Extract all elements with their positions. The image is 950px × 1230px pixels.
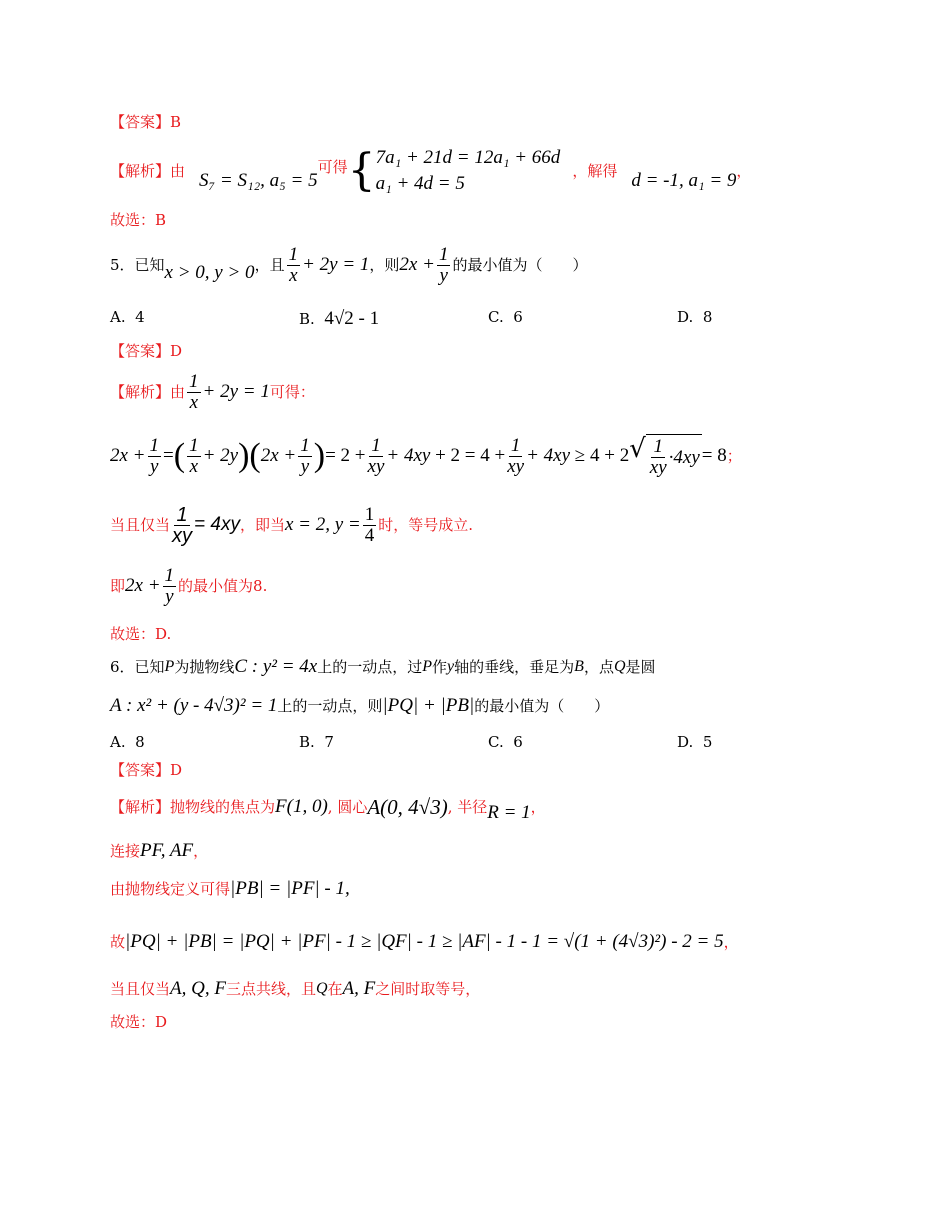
q4-condition: S₇ = S₁₂, a₅ = 5 <box>199 170 318 191</box>
punct: ； <box>726 447 742 465</box>
q4-answer: 【答案】B <box>110 113 182 131</box>
q6-option-d: D. 5 <box>677 733 713 751</box>
q4-equation-system: { 7a₁ + 21d = 12a₁ + 66d a₁ + 4d = 5 <box>347 145 561 196</box>
q6-answer: 【答案】D <box>110 761 183 779</box>
q5-option-c: C. 6 <box>488 308 523 326</box>
q6-analysis-3: 由抛物线定义可得 |PB| = |PF| - 1, <box>110 878 350 899</box>
q6-stem-line-1: 6．已知 P 为抛物线 C : y² = 4x 上的一动点，过 P 作 y 轴的垂线，垂足为 B ，点 Q 是圆 <box>110 656 656 677</box>
text-kede: 可得： <box>269 383 315 401</box>
q6-analysis-1: 【解析】 抛物线的焦点为 F(1, 0) , 圆心 A(0, 4√3) , 半径 R = 1 ， <box>110 795 546 823</box>
q5-equality-condition: 当且仅当 $\frac{1}{xy}$ = 4xy ，即当 x = 2, y = $\frac{1}{4}$ 时，等号成立. <box>110 503 474 547</box>
q6-choose: 故选：D <box>110 1013 168 1031</box>
q5-condition: x > 0, y > 0 <box>164 262 255 283</box>
q5-analysis-line: 【解析】 由 $\frac{1}{x}$ + 2y = 1 可得： <box>110 370 315 413</box>
system-row-2: a₁ + 4d = 5 <box>375 173 465 194</box>
q6-stem-line-2: A : x² + (y - 4√3)² = 1 上的一动点，则 |PQ| + |PB| 的最小值为（ ） <box>110 695 610 716</box>
text-when: 当且仅当 <box>110 516 171 534</box>
q5-main-inequality: 2x + $\frac{1}{y}$ = ( $\frac{1}{x}$ + 2y )( 2x + $\frac{1}{y}$ ) = 2 + $\frac{1}{xy}$ + 4xy + 2 = 4 + $\frac{1}{xy}$ + 4xy ≥ 4 + 2 √ $\frac{1}{xy}$ ·4xy = 8 ； <box>110 434 742 478</box>
q6-analysis-5: 当且仅当 A, Q, F 三点共线，且 Q 在 A, F 之间时取等号， <box>110 978 481 999</box>
analysis-label: 【解析】 <box>110 798 171 816</box>
analysis-label: 【解析】 <box>110 383 171 401</box>
q5-option-b: B. 4√2 - 1 <box>299 308 380 329</box>
q5-target-prefix: 2x + <box>399 254 435 275</box>
q5-stem <box>110 240 587 290</box>
text-qie: ，且 <box>254 256 285 274</box>
q6-analysis-2: 连接 PF, AF ， <box>110 840 209 861</box>
q5-min-line: 即 2x + $\frac{1}{y}$ 的最小值为8. <box>110 564 268 607</box>
circle-equation: A : x² + (y - 4√3)² = 1 <box>110 695 278 716</box>
target-expression: |PQ| + |PB| <box>382 695 475 716</box>
text-kede: 可得 <box>317 158 348 176</box>
frac-1-over-y: $\frac{1}{y}$ <box>438 243 449 286</box>
parabola-equation: C : y² = 4x <box>234 656 318 677</box>
q4-analysis-line <box>110 146 751 196</box>
text-when-tail: 时，等号成立. <box>378 516 474 534</box>
system-row-1: 7a₁ + 21d = 12a₁ + 66d <box>375 147 561 168</box>
frac-1-over-x: $\frac{1}{x}$ <box>189 370 199 413</box>
q6-option-b: B. 7 <box>299 733 334 751</box>
q5-eq-tail: + 2y = 1 <box>302 254 370 275</box>
eq-rhs: = 4xy <box>194 514 240 535</box>
q6-option-c: C. 6 <box>488 733 523 751</box>
text-min-tail: 的最小值为8. <box>178 577 268 595</box>
q5-answer: 【答案】D <box>110 342 183 360</box>
text-ze: ，则 <box>369 256 400 274</box>
q5-stem-prefix: 5．已知 <box>110 256 165 274</box>
q5-option-a: A. 4 <box>110 308 145 326</box>
q5-stem-tail: 的最小值为（ ） <box>452 256 588 274</box>
text-ji: 即 <box>110 577 126 595</box>
q4-choose: 故选：B <box>110 211 167 229</box>
q5-option-d: D. 8 <box>677 308 713 326</box>
punct: ， <box>736 162 752 180</box>
frac-1-over-x: $\frac{1}{x}$ <box>288 243 299 286</box>
q5-choose: 故选：D. <box>110 625 172 643</box>
text-you: 由 <box>170 383 186 401</box>
q4-result: d = -1, a₁ = 9 <box>631 170 737 191</box>
text-jiede: ，解得 <box>572 162 618 180</box>
text-you: 由 <box>170 162 186 180</box>
analysis-label: 【解析】 <box>110 162 171 180</box>
eq-values: x = 2, y = <box>284 514 361 535</box>
text-when-mid: ，即当 <box>239 516 285 534</box>
q6-option-a: A. 8 <box>110 733 145 751</box>
q6-analysis-4: 故 |PQ| + |PB| = |PQ| + |PF| - 1 ≥ |QF| - 1 ≥ |AF| - 1 - 1 = √(1 + (4√3)²) - 2 = 5 ， <box>110 931 739 952</box>
